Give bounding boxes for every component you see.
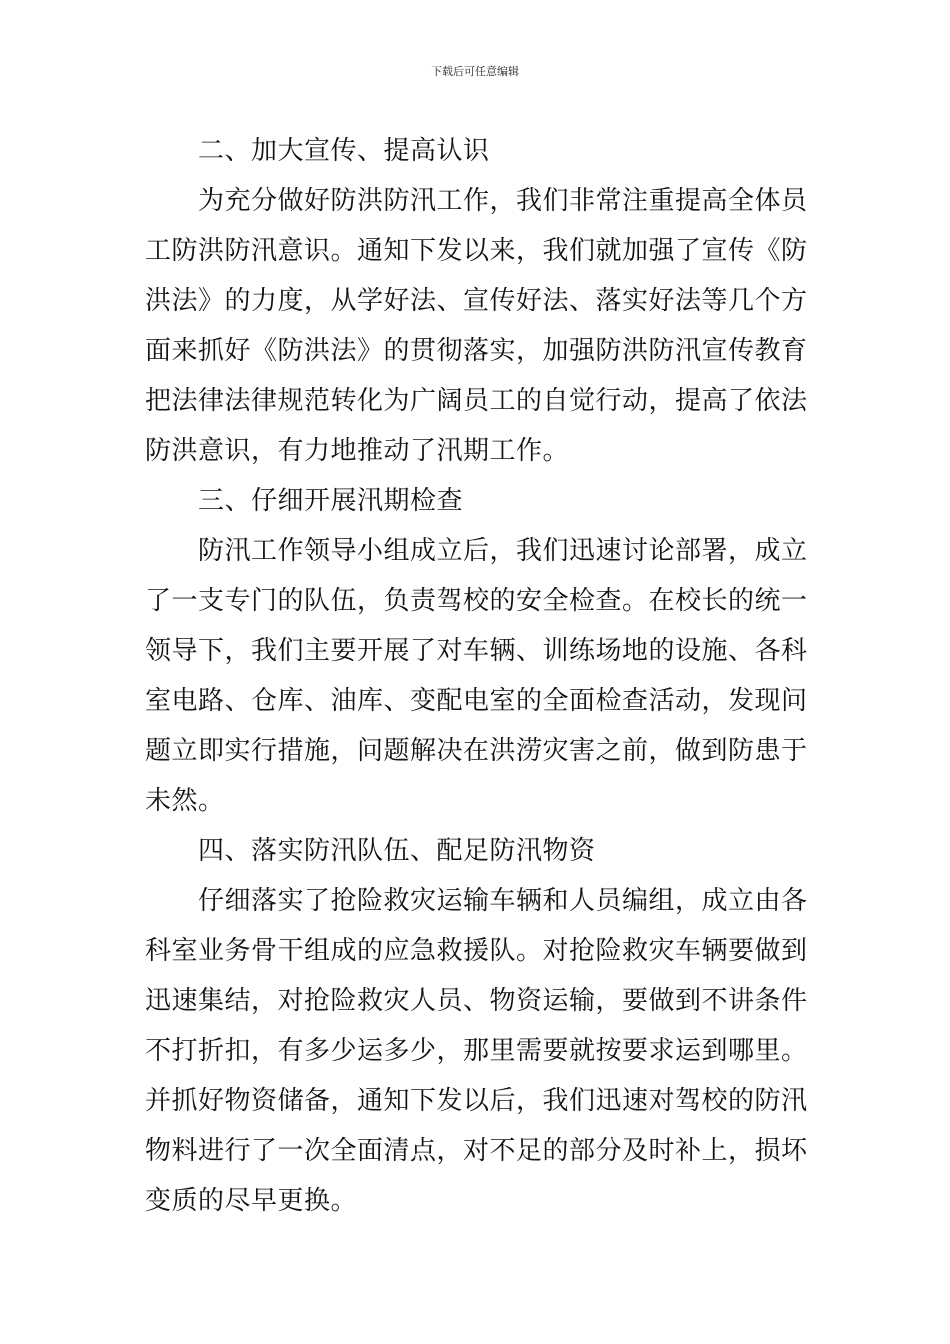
paragraph-line: 并抓好物资储备，通知下发以后，我们迅速对驾校的防汛 xyxy=(145,1086,808,1116)
paragraph-line: 防汛工作领导小组成立后，我们迅速讨论部署，成立 xyxy=(198,536,808,566)
paragraph-line: 面来抓好《防洪法》的贯彻落实，加强防洪防汛宣传教育 xyxy=(145,336,808,366)
paragraph-line: 领导下，我们主要开展了对车辆、训练场地的设施、各科 xyxy=(145,636,808,666)
paragraph-line: 迅速集结，对抢险救灾人员、物资运输，要做到不讲条件 xyxy=(145,986,808,1016)
paragraph-line: 室电路、仓库、油库、变配电室的全面检查活动，发现问 xyxy=(145,686,808,716)
section-heading: 二、加大宣传、提高认识 xyxy=(198,136,490,166)
paragraph-line: 工防洪防汛意识。通知下发以来，我们就加强了宣传《防 xyxy=(145,236,808,266)
paragraph-line: 未然。 xyxy=(145,786,225,816)
paragraph-line: 变质的尽早更换。 xyxy=(145,1186,358,1216)
page-header: 下载后可任意编辑 xyxy=(431,65,519,78)
document-body xyxy=(145,126,809,1226)
paragraph-line: 题立即实行措施，问题解决在洪涝灾害之前，做到防患于 xyxy=(145,736,808,766)
paragraph-line: 为充分做好防洪防汛工作，我们非常注重提高全体员 xyxy=(198,186,808,216)
paragraph-line: 防洪意识，有力地推动了汛期工作。 xyxy=(145,436,570,466)
paragraph-line: 科室业务骨干组成的应急救援队。对抢险救灾车辆要做到 xyxy=(145,936,808,966)
paragraph-line: 洪法》的力度，从学好法、宣传好法、落实好法等几个方 xyxy=(145,286,808,316)
paragraph-line: 了一支专门的队伍，负责驾校的安全检查。在校长的统一 xyxy=(145,586,808,616)
paragraph-line: 不打折扣，有多少运多少，那里需要就按要求运到哪里。 xyxy=(145,1036,808,1066)
paragraph-line: 物料进行了一次全面清点，对不足的部分及时补上，损坏 xyxy=(145,1136,808,1166)
paragraph-line: 把法律法律规范转化为广阔员工的自觉行动，提高了依法 xyxy=(145,386,808,416)
section-heading: 四、落实防汛队伍、配足防汛物资 xyxy=(198,836,596,866)
section-heading: 三、仔细开展汛期检查 xyxy=(198,486,464,516)
paragraph-line: 仔细落实了抢险救灾运输车辆和人员编组，成立由各 xyxy=(198,886,808,916)
